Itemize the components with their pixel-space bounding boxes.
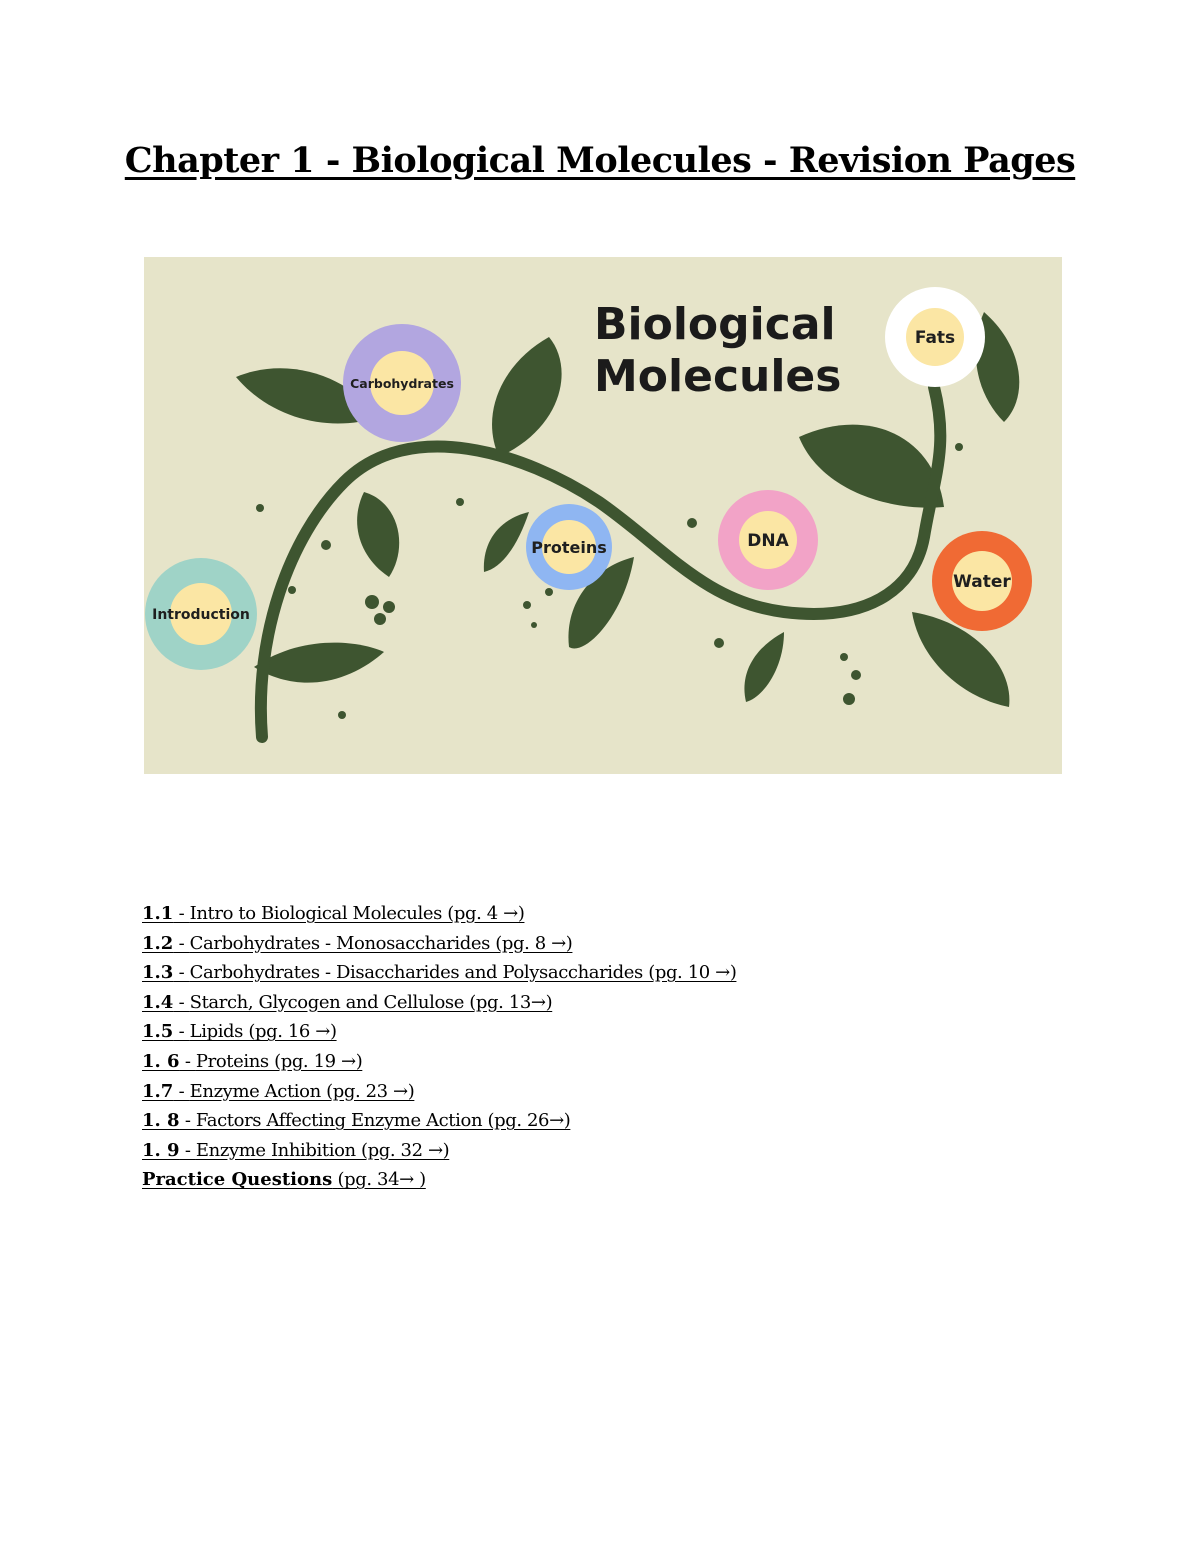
toc-link-1-9[interactable] bbox=[142, 1140, 449, 1161]
toc-link-1-4[interactable] bbox=[142, 992, 552, 1013]
toc-number: 1.4 bbox=[142, 991, 174, 1013]
bubble-dna[interactable] bbox=[718, 490, 818, 590]
toc-item bbox=[142, 1017, 1062, 1047]
toc-number: Practice Questions bbox=[142, 1169, 333, 1191]
toc-separator: - bbox=[179, 1139, 196, 1161]
bubble-introduction-label: Introduction bbox=[152, 607, 250, 623]
bubble-carbohydrates[interactable] bbox=[343, 324, 461, 442]
toc-link-1-2[interactable] bbox=[142, 933, 572, 954]
toc-link-1-8[interactable] bbox=[142, 1110, 570, 1131]
leaf-lower-left bbox=[254, 643, 384, 683]
leaf-center-small bbox=[484, 512, 529, 572]
toc-number: 1. 9 bbox=[142, 1139, 180, 1161]
banner-illustration bbox=[144, 257, 1062, 774]
page-title: Chapter 1 - Biological Molecules - Revision Pages bbox=[124, 140, 1076, 181]
toc-separator: - bbox=[179, 1050, 196, 1072]
toc-link-practice-questions[interactable] bbox=[142, 1169, 426, 1190]
toc-number: 1.5 bbox=[142, 1021, 174, 1043]
toc-separator: - bbox=[173, 932, 190, 954]
bubble-proteins-label: Proteins bbox=[531, 538, 607, 557]
leaf-top-mid bbox=[492, 337, 562, 457]
toc-item bbox=[142, 899, 1062, 929]
toc-number: 1. 8 bbox=[142, 1110, 180, 1132]
toc-number: 1.2 bbox=[142, 932, 174, 954]
toc-number: 1.1 bbox=[142, 903, 174, 924]
toc-text: Enzyme Action (pg. 23 →) bbox=[189, 1080, 415, 1102]
bubble-water[interactable] bbox=[932, 531, 1032, 631]
toc-text: Carbohydrates - Monosaccharides (pg. 8 →) bbox=[189, 932, 573, 954]
toc-separator: - bbox=[173, 903, 190, 924]
toc-link-1-3[interactable] bbox=[142, 962, 736, 983]
bubble-introduction[interactable] bbox=[145, 558, 257, 670]
toc-text: Proteins (pg. 19 →) bbox=[195, 1050, 363, 1072]
toc-item bbox=[142, 1077, 1062, 1107]
toc-item bbox=[142, 1047, 1062, 1077]
banner-heading-line1: Biological bbox=[594, 299, 836, 350]
toc-link-1-7[interactable] bbox=[142, 1081, 414, 1102]
bubble-fats[interactable] bbox=[885, 287, 985, 387]
bubble-carbohydrates-label: Carbohydrates bbox=[350, 376, 454, 391]
banner-heading-line2: Molecules bbox=[594, 351, 842, 402]
toc-item bbox=[142, 988, 1062, 1018]
toc-separator: - bbox=[173, 1080, 190, 1102]
toc-number: 1. 6 bbox=[142, 1050, 180, 1072]
toc-text: (pg. 34→ ) bbox=[337, 1169, 426, 1191]
leaf-lower-mid bbox=[744, 632, 784, 702]
toc-separator: - bbox=[173, 991, 190, 1013]
toc-text: Intro to Biological Molecules (pg. 4 →) bbox=[189, 903, 525, 924]
toc-text: Starch, Glycogen and Cellulose (pg. 13→) bbox=[189, 991, 553, 1013]
toc-item bbox=[142, 1165, 1062, 1195]
toc-item bbox=[142, 1136, 1062, 1166]
toc-item bbox=[142, 929, 1062, 959]
leaf-right-mid bbox=[799, 425, 944, 508]
bubble-water-label: Water bbox=[953, 572, 1011, 592]
toc-number: 1.3 bbox=[142, 962, 174, 984]
toc-separator: - bbox=[173, 962, 190, 984]
toc-text: Lipids (pg. 16 →) bbox=[189, 1021, 337, 1043]
bubble-proteins[interactable] bbox=[526, 504, 612, 590]
toc-item bbox=[142, 1106, 1062, 1136]
toc-separator: - bbox=[173, 1021, 190, 1043]
toc-separator: - bbox=[179, 1110, 196, 1132]
toc-link-1-6[interactable] bbox=[142, 1051, 362, 1072]
toc-number: 1.7 bbox=[142, 1080, 174, 1102]
leaf-left-lower bbox=[357, 492, 399, 577]
toc-item bbox=[142, 958, 1062, 988]
bubble-fats-label: Fats bbox=[914, 328, 956, 348]
toc-text: Carbohydrates - Disaccharides and Polysaccharides (pg. 10 →) bbox=[189, 962, 737, 984]
toc-link-1-5[interactable] bbox=[142, 1021, 337, 1042]
toc-text: Enzyme Inhibition (pg. 32 →) bbox=[195, 1139, 450, 1161]
table-of-contents bbox=[142, 899, 1062, 1195]
biological-molecules-banner bbox=[144, 257, 1062, 774]
toc-link-1-1[interactable] bbox=[142, 903, 524, 924]
toc-text: Factors Affecting Enzyme Action (pg. 26→) bbox=[195, 1110, 571, 1132]
bubble-dna-label: DNA bbox=[747, 531, 789, 551]
